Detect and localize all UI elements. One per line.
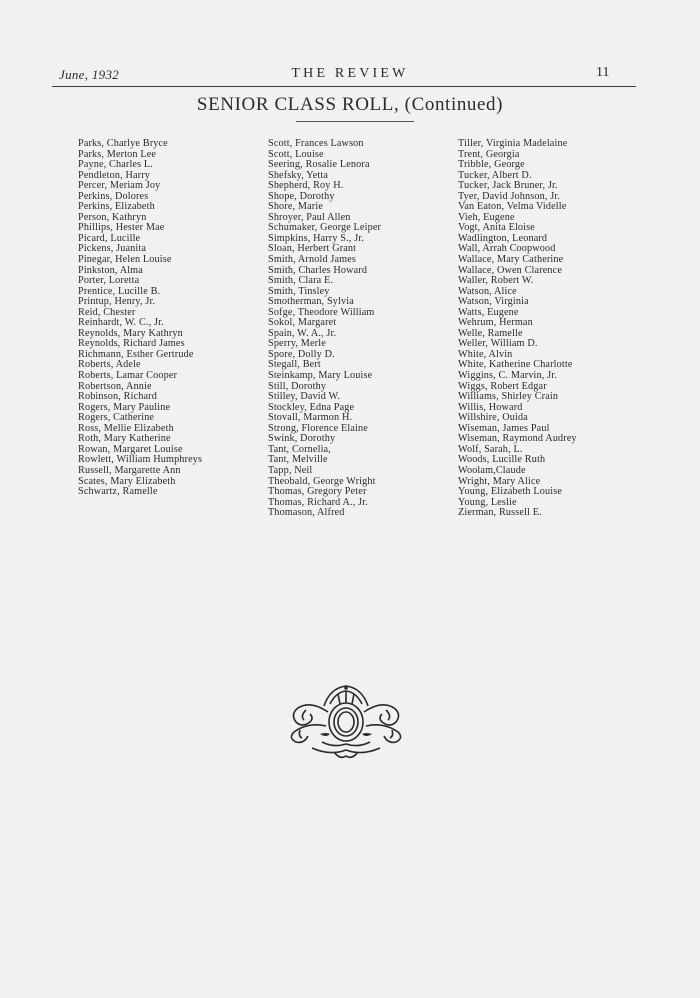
name-entry: Tiller, Virginia Madelaine (458, 138, 568, 149)
name-entry: Sofge, Theodore William (268, 306, 375, 318)
name-entry: Welle, Ramelle (458, 327, 523, 339)
name-entry: Scott, Louise (268, 148, 324, 160)
name-entry: Roth, Mary Katherine (78, 433, 171, 445)
name-entry: Prentice, Lucille B. (78, 285, 161, 297)
name-entry: Weller, William D. (458, 338, 538, 350)
name-entry: Thomas, Gregory Peter (268, 486, 367, 498)
name-entry: Watson, Alice (458, 285, 517, 297)
name-entry: Perkins, Elizabeth (78, 201, 155, 213)
name-entry: Wadlington, Leonard (458, 232, 548, 244)
name-entry: Stockley, Edna Page (268, 401, 355, 413)
name-entry: Stegall, Bert (268, 359, 321, 371)
name-entry: Scott, Frances Lawson (268, 138, 364, 149)
name-entry: Spore, Dolly D. (268, 348, 335, 360)
name-entry: Printup, Henry, Jr. (78, 296, 156, 308)
name-entry: Rogers, Mary Pauline (78, 401, 171, 413)
header-date: June, 1932 (59, 67, 120, 82)
name-entry: Shope, Dorothy (268, 190, 335, 202)
publication-title: THE REVIEW (291, 66, 409, 81)
name-entry: Vogt, Anita Eloise (458, 222, 535, 234)
name-entry: Pinegar, Helen Louise (78, 254, 172, 266)
name-entry: Roberts, Adele (78, 359, 141, 371)
name-entry: Tapp, Neil (268, 464, 313, 476)
title-underline (296, 121, 414, 122)
name-entry: Trent, Georgia (458, 148, 520, 160)
name-entry: Thomas, Richard A., Jr. (268, 496, 368, 508)
name-entry: Smith, Charles Howard (268, 264, 368, 276)
name-entry: Rogers, Catherine (78, 412, 155, 424)
name-entry: Smith, Clara E. (268, 275, 334, 287)
name-entry: Shore, Marie (268, 201, 323, 213)
name-entry: Tucker, Jack Bruner, Jr. (458, 180, 558, 192)
name-entry: Reynolds, Richard James (78, 338, 185, 350)
name-entry: Tant, Cornelia, (268, 443, 331, 455)
name-column-2 (268, 139, 381, 519)
name-entry: Waller, Robert W. (458, 275, 534, 287)
name-entry: Simpkins, Harry S., Jr. (268, 232, 364, 244)
name-entry: Still, Dorothy (268, 380, 327, 392)
name-entry: Young, Leslie (458, 496, 517, 508)
name-entry: Roberts, Lamar Cooper (78, 370, 178, 382)
name-entry: Sperry, Merle (268, 338, 326, 350)
name-entry: Rowlett, William Humphreys (78, 454, 203, 466)
name-entry: Reid, Chester (78, 306, 136, 318)
name-entry: Young, Elizabeth Louise (458, 486, 562, 498)
name-entry: Woods, Lucille Ruth (458, 454, 546, 466)
name-entry: Perkins, Dolores (78, 190, 149, 202)
name-entry: Percer, Meriam Joy (78, 180, 161, 192)
name-entry: Rowan, Margaret Louise (78, 443, 183, 455)
name-entry: Spain, W. A., Jr. (268, 327, 337, 339)
name-entry: Williams, Shirley Crain (458, 391, 559, 403)
name-entry: Smith, Tinsley (268, 285, 330, 297)
name-entry: Scates, Mary Elizabeth (78, 475, 176, 487)
name-entry: Wall, Arrah Coopwood (458, 243, 556, 255)
name-entry: Theobald, George Wright (268, 475, 376, 487)
name-entry: Tyer, David Johnson, Jr. (458, 190, 561, 202)
name-entry: Smith, Arnold James (268, 254, 357, 266)
name-entry: Zierman, Russell E. (458, 507, 542, 519)
name-entry: Russell, Margarette Ann (78, 464, 181, 476)
name-entry: Watson, Virginia (458, 296, 529, 308)
name-entry: White, Alvin (458, 348, 513, 360)
name-entry: Willis, Howard (458, 401, 523, 413)
name-entry: Stovall, Marmon H. (268, 412, 353, 424)
name-entry: Watts, Eugene (458, 306, 519, 318)
page-number: 11 (596, 65, 610, 80)
name-entry: Sokol, Margaret (268, 317, 337, 329)
name-entry: Tucker, Albert D. (458, 169, 532, 181)
name-entry: Shefsky, Yetta (268, 169, 329, 181)
name-entry: Schwartz, Ramelle (78, 486, 158, 498)
name-entry: Wiggins, C. Marvin, Jr. (458, 370, 557, 382)
name-entry: Strong, Florence Elaine (268, 422, 368, 434)
name-entry: Wallace, Mary Catherine (458, 254, 564, 266)
scroll-ornament-icon (286, 682, 406, 762)
name-entry: Reynolds, Mary Kathryn (78, 327, 183, 339)
name-entry: Wehrum, Herman (458, 317, 533, 329)
name-entry: Thomason, Alfred (268, 507, 345, 519)
name-entry: Phillips, Hester Mae (78, 222, 165, 234)
name-entry: Richmann, Esther Gertrude (78, 348, 194, 360)
name-entry: Pinkston, Alma (78, 264, 143, 276)
name-entry: Parks, Merton Lee (78, 148, 157, 160)
name-entry: Wiseman, Raymond Audrey (458, 433, 577, 445)
name-entry: Pendleton, Harry (78, 169, 150, 181)
name-entry: Woolam,Claude (458, 464, 526, 476)
name-entry: Tribble, George (458, 159, 525, 171)
name-entry: Parks, Charlye Bryce (78, 138, 168, 149)
name-entry: Person, Kathryn (78, 211, 147, 223)
name-entry: Wallace, Owen Clarence (458, 264, 563, 276)
name-entry: Wiggs, Robert Edgar (458, 380, 547, 392)
name-entry: Shepherd, Roy H. (268, 180, 344, 192)
name-entry: Willshire, Ouida (458, 412, 528, 424)
name-entry: Ross, Mellie Elizabeth (78, 422, 174, 434)
name-entry: Smotherman, Sylvia (268, 296, 354, 308)
name-entry: Sloan, Herbert Grant (268, 243, 357, 255)
name-entry: Wolf, Sarah, L. (458, 443, 523, 455)
name-entry: Robinson, Richard (78, 391, 157, 403)
name-entry: Payne, Charles L. (78, 159, 153, 171)
name-entry: White, Katherine Charlotte (458, 359, 573, 371)
name-entry: Shroyer, Paul Allen (268, 211, 351, 223)
name-entry: Porter, Loretta (78, 275, 140, 287)
name-entry: Wiseman, James Paul (458, 422, 550, 434)
header-divider (52, 86, 636, 87)
name-entry: Wright, Mary Alice (458, 475, 541, 487)
name-entry: Picard, Lucille (78, 232, 141, 244)
name-entry: Van Eaton, Velma Videlle (458, 201, 567, 213)
name-column-1 (78, 139, 202, 498)
name-entry: Vieh, Eugene (458, 211, 515, 223)
name-entry: Seering, Rosalie Lenora (268, 159, 370, 171)
name-entry: Reinhardt, W. C., Jr. (78, 317, 164, 329)
name-entry: Stilley, David W. (268, 391, 341, 403)
name-entry: Tant, Melville (268, 454, 328, 466)
name-entry: Schumaker, George Leiper (268, 222, 382, 234)
name-entry: Steinkamp, Mary Louise (268, 370, 373, 382)
name-entry: Swink, Dorothy (268, 433, 336, 445)
name-entry: Pickens, Juanita (78, 243, 147, 255)
name-entry: Robertson, Annie (78, 380, 152, 392)
name-column-3 (458, 139, 577, 519)
section-title: SENIOR CLASS ROLL, (Continued) (196, 94, 504, 115)
